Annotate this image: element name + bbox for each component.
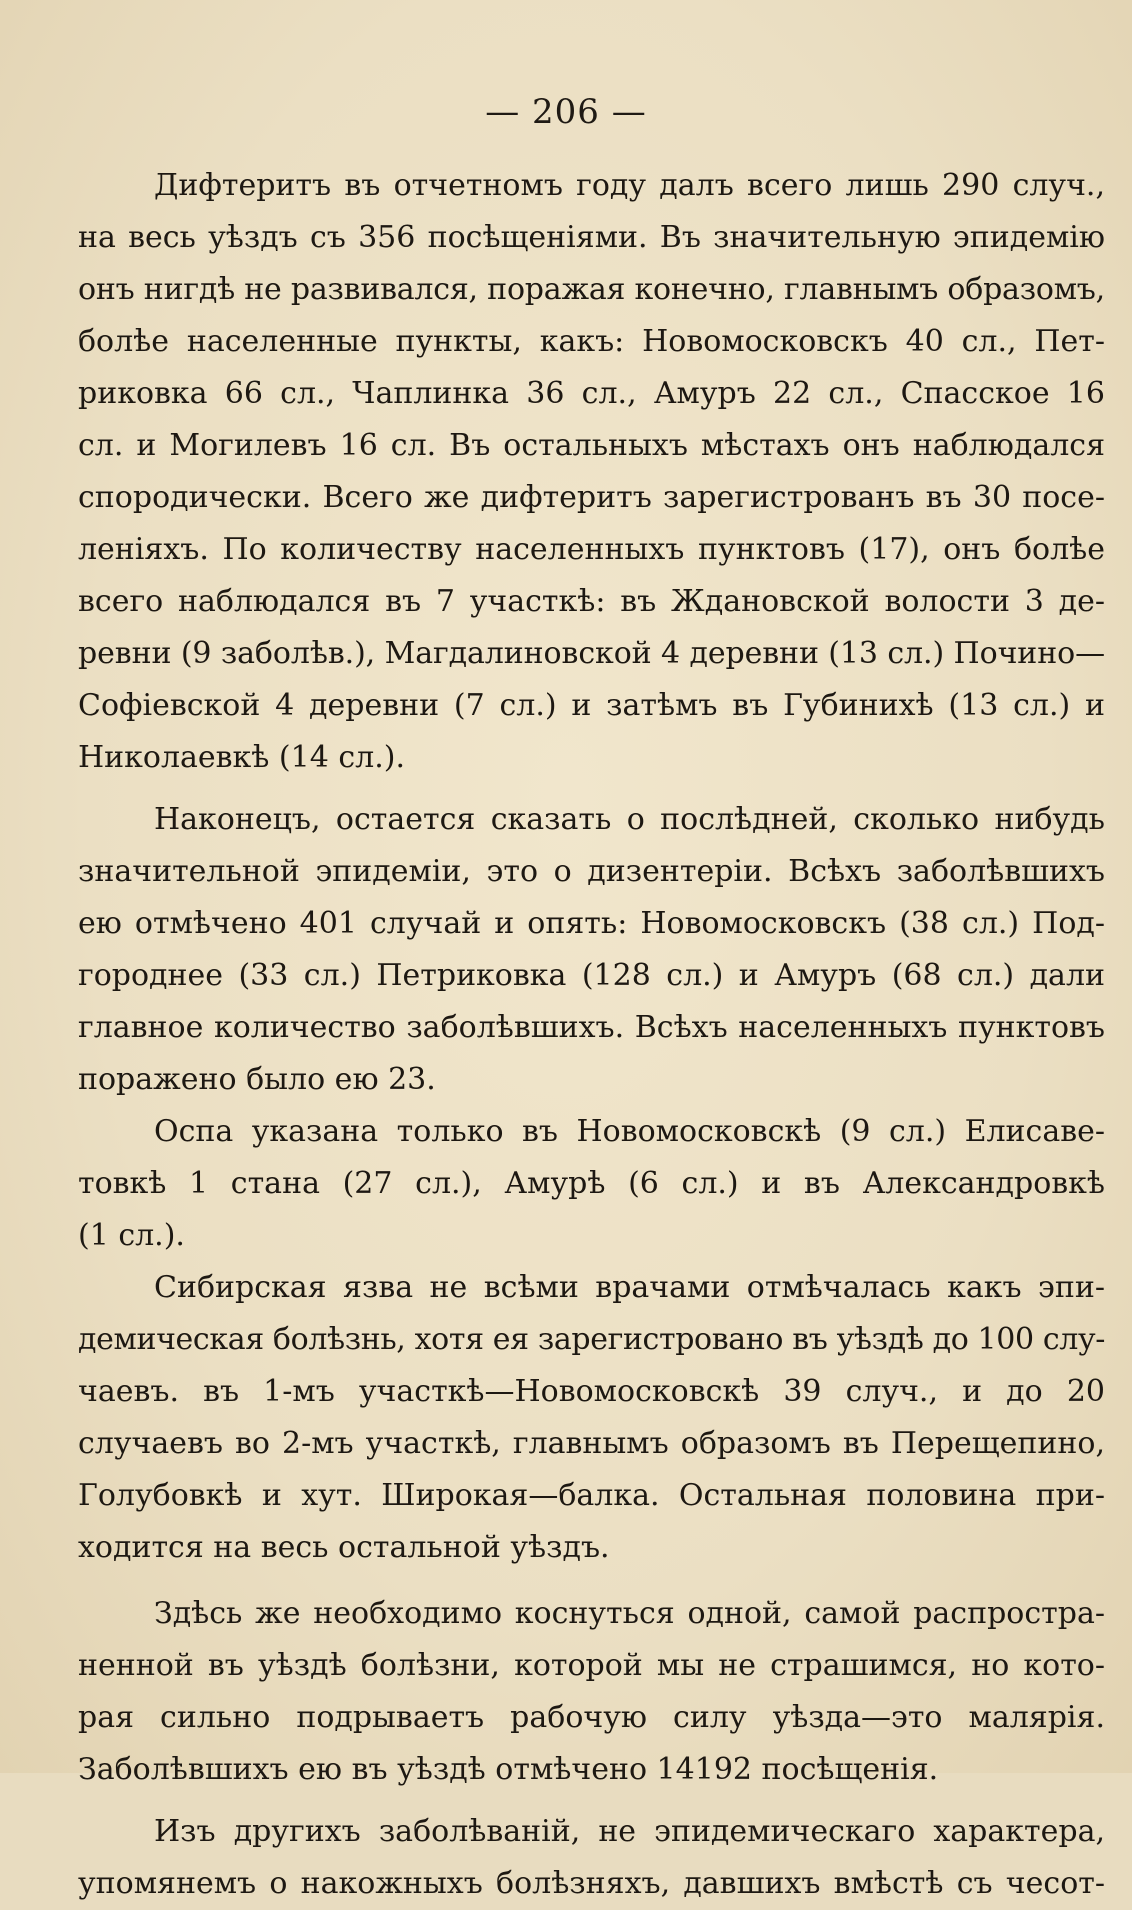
- text-line: чаевъ. въ 1-мъ участкѣ—Новомосковскѣ 39 случ., и до 20: [78, 1374, 1105, 1409]
- text-line: на весь уѣздъ съ 356 посѣщеніями. Въ значительную эпидемію: [78, 220, 1105, 255]
- text-line: сл. и Могилевъ 16 сл. Въ остальныхъ мѣстахъ онъ наблюдался: [78, 428, 1105, 463]
- text-line: (1 сл.).: [78, 1218, 185, 1253]
- text-line: Дифтеритъ въ отчетномъ году далъ всего лишь 290 случ.,: [154, 168, 1105, 203]
- text-line: упомянемъ о накожныхъ болѣзняхъ, давшихъ вмѣстѣ съ чесот-: [78, 1866, 1105, 1901]
- text-line: ненной въ уѣздѣ болѣзни, которой мы не страшимся, но кото-: [78, 1648, 1105, 1683]
- text-line: ходится на весь остальной уѣздъ.: [78, 1530, 610, 1565]
- text-line: ею отмѣчено 401 случай и опять: Новомосковскъ (38 сл.) Под-: [78, 906, 1105, 941]
- page-number: — 206 —: [485, 92, 647, 132]
- text-body: [78, 160, 1105, 1910]
- text-line: товкѣ 1 стана (27 сл.), Амурѣ (6 сл.) и въ Александровкѣ: [78, 1166, 1105, 1201]
- paragraph-smallpox: [78, 1106, 1105, 1262]
- text-line: Заболѣвшихъ ею въ уѣздѣ отмѣчено 14192 посѣщенія.: [78, 1752, 939, 1787]
- paragraph-malaria: [78, 1588, 1105, 1796]
- text-line: ревни (9 заболѣв.), Магдалиновской 4 деревни (13 сл.) Почино—: [78, 636, 1105, 671]
- text-line: Николаевкѣ (14 сл.).: [78, 740, 405, 775]
- text-line: спородически. Всего же дифтеритъ зарегистрованъ въ 30 посе-: [78, 480, 1105, 515]
- text-line: болѣе населенные пункты, какъ: Новомосковскъ 40 сл., Пет-: [78, 324, 1105, 359]
- paragraph-other-diseases: [78, 1806, 1105, 1910]
- text-line: демическая болѣзнь, хотя ея зарегистровано въ уѣздѣ до 100 слу-: [78, 1322, 1105, 1357]
- text-line: онъ нигдѣ не развивался, поражая конечно, главнымъ образомъ,: [78, 272, 1105, 307]
- text-line: главное количество заболѣвшихъ. Всѣхъ населенныхъ пунктовъ: [78, 1010, 1105, 1045]
- text-line: Сибирская язва не всѣми врачами отмѣчалась какъ эпи-: [154, 1270, 1105, 1305]
- text-line: Софіевской 4 деревни (7 сл.) и затѣмъ въ Губинихѣ (13 сл.) и: [78, 688, 1105, 723]
- paragraph-diphtheria: [78, 160, 1105, 784]
- text-line: леніяхъ. По количеству населенныхъ пунктовъ (17), онъ болѣе: [78, 532, 1105, 567]
- text-line: Здѣсь же необходимо коснуться одной, самой распростра-: [154, 1596, 1105, 1631]
- text-line: риковка 66 сл., Чаплинка 36 сл., Амуръ 22 сл., Спасское 16: [78, 376, 1105, 411]
- text-line: случаевъ во 2-мъ участкѣ, главнымъ образомъ въ Перещепино,: [78, 1426, 1105, 1461]
- text-line: поражено было ею 23.: [78, 1062, 436, 1097]
- text-line: городнее (33 сл.) Петриковка (128 сл.) и Амуръ (68 сл.) дали: [78, 958, 1105, 993]
- text-line: Наконецъ, остается сказать о послѣдней, сколько нибудь: [154, 802, 1105, 837]
- paragraph-anthrax: [78, 1262, 1105, 1574]
- text-line: рая сильно подрываетъ рабочую силу уѣзда—это малярія.: [78, 1700, 1105, 1735]
- paragraph-dysentery: [78, 794, 1105, 1106]
- text-line: Голубовкѣ и хут. Широкая—балка. Остальная половина при-: [78, 1478, 1105, 1513]
- text-line: значительной эпидеміи, это о дизентеріи. Всѣхъ заболѣвшихъ: [78, 854, 1105, 889]
- text-line: всего наблюдался въ 7 участкѣ: въ Ждановской волости 3 де-: [78, 584, 1105, 619]
- text-line: Изъ другихъ заболѣваній, не эпидемическаго характера,: [154, 1814, 1105, 1849]
- text-line: Оспа указана только въ Новомосковскѣ (9 сл.) Елисаве-: [154, 1114, 1105, 1149]
